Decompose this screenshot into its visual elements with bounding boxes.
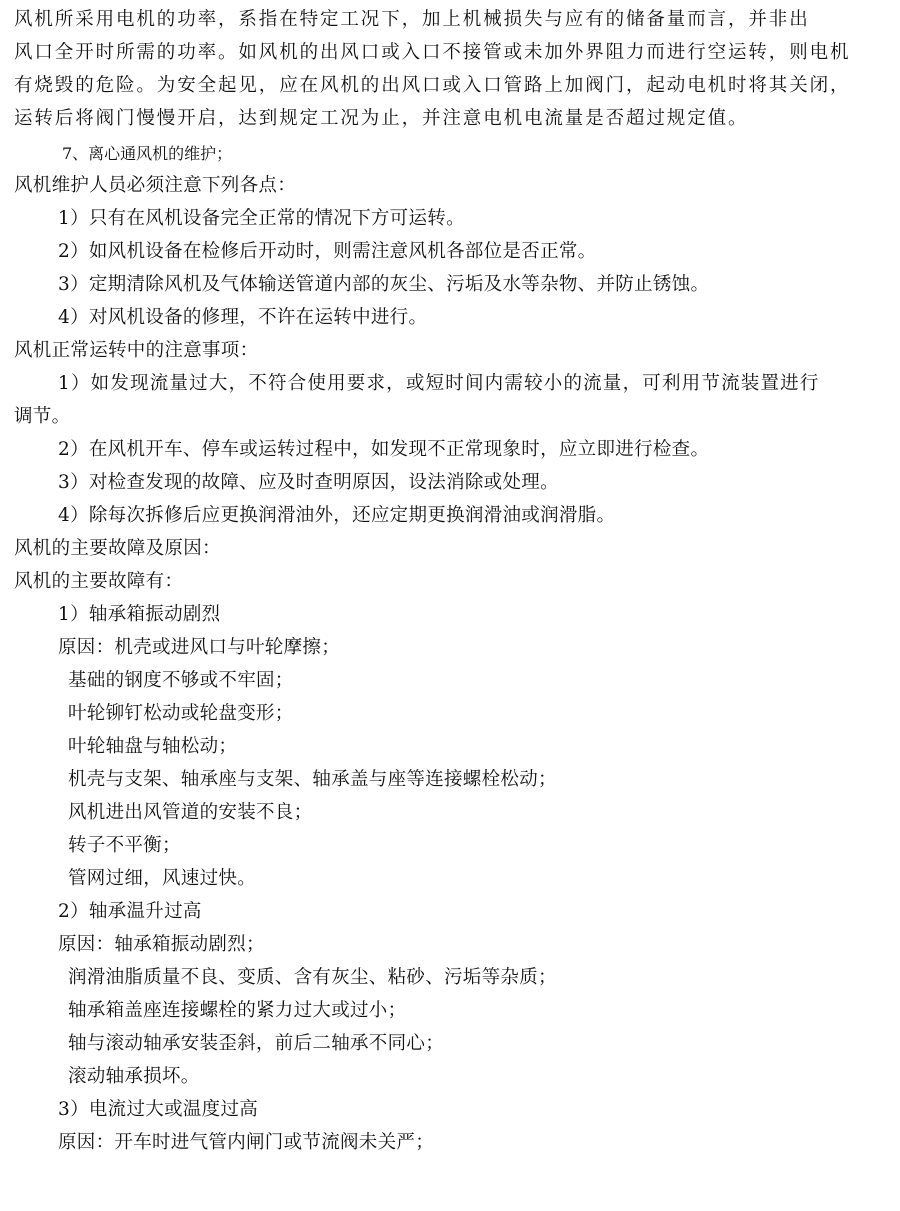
maintenance-item-1: 1）只有在风机设备完全正常的情况下方可运转。 — [58, 208, 465, 229]
maintenance-item-4: 4）对风机设备的修理，不许在运转中进行。 — [58, 307, 428, 328]
fault-2-cause: 滚动轴承损坏。 — [68, 1066, 200, 1087]
maintenance-item-3: 3）定期清除风机及气体输送管道内部的灰尘、污垢及水等杂物、并防止锈蚀。 — [58, 274, 710, 295]
faults-subheading: 风机的主要故障有： — [14, 571, 184, 592]
fault-2-cause: 轴与滚动轴承安装歪斜，前后二轴承不同心； — [68, 1033, 445, 1054]
fault-1-cause: 叶轮铆钉松动或轮盘变形； — [68, 703, 294, 724]
operation-item-1-line-2: 调节。 — [14, 406, 71, 427]
operation-item-4: 4）除每次拆修后应更换润滑油外，还应定期更换润滑油或润滑脂。 — [58, 505, 616, 526]
section-7-title: 7、离心通风机的维护； — [62, 144, 233, 163]
fault-1-cause-first: 原因：机壳或进风口与叶轮摩擦； — [58, 637, 341, 658]
operation-heading: 风机正常运转中的注意事项： — [14, 340, 259, 361]
fault-1-title: 1）轴承箱振动剧烈 — [58, 604, 221, 625]
operation-item-1-line-1: 1）如发现流量过大，不符合使用要求，或短时间内需较小的流量，可利用节流装置进行 — [58, 373, 820, 394]
operation-item-3: 3）对检查发现的故障、应及时查明原因，设法消除或处理。 — [58, 472, 559, 493]
fault-2-cause: 润滑油脂质量不良、变质、含有灰尘、粘砂、污垢等杂质； — [68, 967, 557, 988]
operation-item-2: 2）在风机开车、停车或运转过程中，如发现不正常现象时，应立即进行检查。 — [58, 439, 710, 460]
fault-1-cause: 转子不平衡； — [68, 835, 181, 856]
fault-2-title: 2）轴承温升过高 — [58, 901, 202, 922]
maintenance-item-2: 2）如风机设备在检修后开动时，则需注意风机各部位是否正常。 — [58, 241, 597, 262]
fault-1-cause: 基础的钢度不够或不牢固； — [68, 670, 294, 691]
fault-2-cause-first: 原因：轴承箱振动剧烈； — [58, 934, 265, 955]
maintenance-heading: 风机维护人员必须注意下列各点： — [14, 175, 297, 196]
fault-3-title: 3）电流过大或温度过高 — [58, 1099, 259, 1120]
fault-1-cause: 风机进出风管道的安装不良； — [68, 802, 313, 823]
fault-1-cause: 管网过细，风速过快。 — [68, 868, 257, 889]
fault-3-cause-first: 原因：开车时进气管内闸门或节流阀未关严； — [58, 1132, 435, 1153]
intro-line-4: 运转后将阀门慢慢开启，达到规定工况为止，并注意电机电流量是否超过规定值。 — [14, 108, 749, 129]
fault-1-cause: 叶轮轴盘与轴松动； — [68, 736, 238, 757]
faults-heading: 风机的主要故障及原因： — [14, 538, 221, 559]
fault-2-cause: 轴承箱盖座连接螺栓的紧力过大或过小； — [68, 1000, 407, 1021]
intro-line-1: 风机所采用电机的功率，系指在特定工况下，加上机械损失与应有的储备量而言，并非出 — [14, 9, 810, 30]
intro-line-3: 有烧毁的危险。为安全起见，应在风机的出风口或入口管路上加阀门，起动电机时将其关闭， — [14, 75, 851, 96]
intro-line-2: 风口全开时所需的功率。如风机的出风口或入口不接管或未加外界阻力而进行空运转，则电机 — [14, 42, 851, 63]
fault-1-cause: 机壳与支架、轴承座与支架、轴承盖与座等连接螺栓松动； — [68, 769, 557, 790]
